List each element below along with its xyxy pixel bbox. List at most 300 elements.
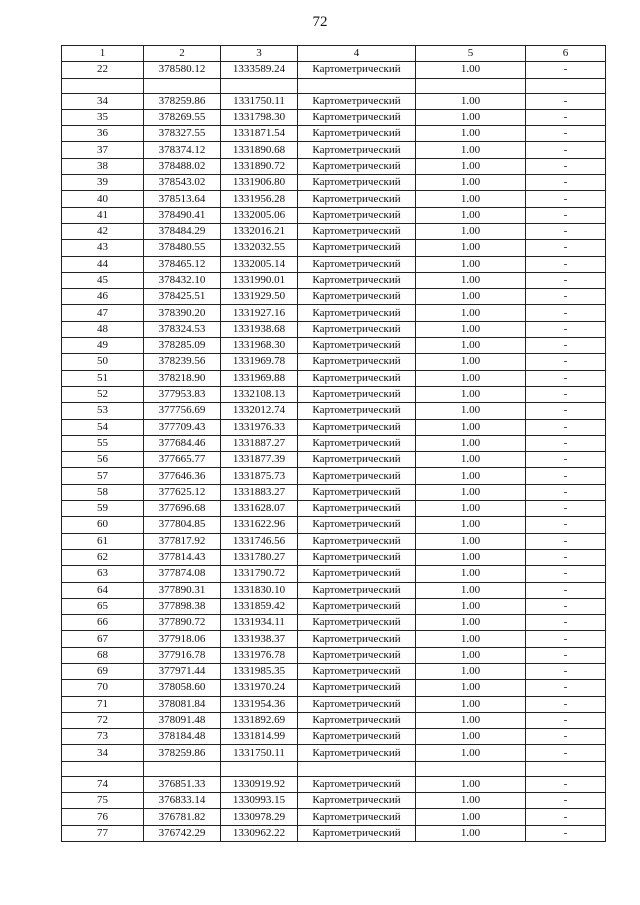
table-cell: 378543.02 [144,175,221,191]
table-row [62,825,606,841]
table-row [62,566,606,582]
table-cell: 1331906.80 [221,175,298,191]
table-cell [526,761,606,776]
table-row [62,745,606,761]
table-row [62,729,606,745]
table-cell: 1331875.73 [221,468,298,484]
table-cell: Картометрический [298,517,416,533]
table-cell: 378374.12 [144,142,221,158]
table-cell: Картометрический [298,776,416,792]
table-cell: 378425.51 [144,289,221,305]
table-cell: - [526,321,606,337]
table-cell: 1.00 [416,712,526,728]
table-cell: 378327.55 [144,126,221,142]
table-row [62,776,606,792]
table-cell: 34 [62,93,144,109]
table-row [62,289,606,305]
table-cell: 1.00 [416,191,526,207]
table-cell: - [526,126,606,142]
table-cell: 1331969.78 [221,354,298,370]
table-cell: 378239.56 [144,354,221,370]
table-cell: - [526,745,606,761]
table-row [62,468,606,484]
table-cell: 378218.90 [144,370,221,386]
table-cell: 63 [62,566,144,582]
table-cell: 378184.48 [144,729,221,745]
table-cell: 377971.44 [144,663,221,679]
table-cell: 377756.69 [144,403,221,419]
header-cell: 5 [416,46,526,62]
table-cell: Картометрический [298,729,416,745]
table-cell: - [526,729,606,745]
table-cell: 72 [62,712,144,728]
table-cell: Картометрический [298,680,416,696]
table-cell: 1.00 [416,321,526,337]
table-cell: Картометрический [298,207,416,223]
table-cell: Картометрический [298,354,416,370]
table-cell: 1331746.56 [221,533,298,549]
table-cell: 1331883.27 [221,484,298,500]
table-cell: - [526,207,606,223]
table-cell: 1.00 [416,305,526,321]
table-cell: Картометрический [298,289,416,305]
table-cell [298,761,416,776]
table-cell: 1.00 [416,582,526,598]
table-cell: 1.00 [416,338,526,354]
table-cell: 1.00 [416,240,526,256]
table-row [62,435,606,451]
table-row [62,126,606,142]
table-row-empty [62,761,606,776]
table-cell: 54 [62,419,144,435]
table-cell: Картометрический [298,647,416,663]
table-cell: 1332016.21 [221,223,298,239]
table-row [62,696,606,712]
table-cell: Картометрический [298,745,416,761]
table-cell: 73 [62,729,144,745]
table-cell: 1.00 [416,175,526,191]
table-cell: 51 [62,370,144,386]
table-cell: Картометрический [298,126,416,142]
table-row [62,484,606,500]
table-cell: Картометрический [298,338,416,354]
table-cell: 74 [62,776,144,792]
table-cell: Картометрический [298,468,416,484]
table-cell: - [526,386,606,402]
table-row [62,615,606,631]
table-cell: 1333589.24 [221,62,298,78]
table-cell: Картометрический [298,175,416,191]
table-cell: 377916.78 [144,647,221,663]
table-cell: 43 [62,240,144,256]
table-row [62,419,606,435]
table-cell: 378081.84 [144,696,221,712]
table-cell: 1.00 [416,696,526,712]
table-cell: 1331985.35 [221,663,298,679]
table-cell: Картометрический [298,62,416,78]
table-cell: 1.00 [416,776,526,792]
table-cell: 65 [62,598,144,614]
table-row [62,680,606,696]
table-row [62,663,606,679]
table-cell: 377804.85 [144,517,221,533]
table-cell: - [526,403,606,419]
table-cell: Картометрический [298,191,416,207]
table-cell: Картометрический [298,419,416,435]
table-cell: 376742.29 [144,825,221,841]
table-row [62,240,606,256]
table-row [62,598,606,614]
table-cell: 1.00 [416,549,526,565]
table-row [62,712,606,728]
table-cell: 57 [62,468,144,484]
table-cell: - [526,240,606,256]
table-cell: 22 [62,62,144,78]
table-cell: 1.00 [416,386,526,402]
table-cell: - [526,62,606,78]
table-cell: - [526,223,606,239]
table-cell: 1331968.30 [221,338,298,354]
table-cell: 1.00 [416,207,526,223]
table-row [62,517,606,533]
table-cell: - [526,696,606,712]
table-cell: 1.00 [416,272,526,288]
header-cell: 2 [144,46,221,62]
table-cell: - [526,484,606,500]
page-number: 72 [312,14,328,30]
table-cell: 1330993.15 [221,793,298,809]
table-cell [221,761,298,776]
table-cell: 44 [62,256,144,272]
table-cell: - [526,582,606,598]
table-cell: - [526,191,606,207]
table-cell: 1330919.92 [221,776,298,792]
table-cell: 42 [62,223,144,239]
header-cell: 1 [62,46,144,62]
table-cell: 376851.33 [144,776,221,792]
table-cell: 378490.41 [144,207,221,223]
table-cell: Картометрический [298,484,416,500]
table-cell: 378488.02 [144,158,221,174]
table-cell: 1331954.36 [221,696,298,712]
table-cell: 1.00 [416,809,526,825]
table-cell: 34 [62,745,144,761]
table-cell: Картометрический [298,109,416,125]
table-cell: 75 [62,793,144,809]
table-cell: - [526,825,606,841]
table-cell: Картометрический [298,825,416,841]
table-cell: - [526,566,606,582]
table-cell [144,78,221,93]
table-row [62,191,606,207]
table-cell: 1331780.27 [221,549,298,565]
table-cell: 377625.12 [144,484,221,500]
table-body [62,62,606,842]
table-row [62,809,606,825]
table-cell: 38 [62,158,144,174]
table-cell: - [526,501,606,517]
table-cell: 1.00 [416,663,526,679]
table-row [62,175,606,191]
table-cell: - [526,435,606,451]
table-cell: 1331938.37 [221,631,298,647]
table-cell: - [526,452,606,468]
table-cell: 62 [62,549,144,565]
table-cell: 377646.36 [144,468,221,484]
table-cell: 1331871.54 [221,126,298,142]
table-cell: 47 [62,305,144,321]
table-cell: Картометрический [298,549,416,565]
table-cell: 377684.46 [144,435,221,451]
table-cell: Картометрический [298,386,416,402]
table-cell: Картометрический [298,533,416,549]
table-cell: - [526,468,606,484]
table-cell: 41 [62,207,144,223]
table-cell: - [526,776,606,792]
table-cell: 1331938.68 [221,321,298,337]
table-cell: - [526,289,606,305]
table-cell: 53 [62,403,144,419]
table-cell: 1.00 [416,142,526,158]
table-cell: 66 [62,615,144,631]
table-cell: 378580.12 [144,62,221,78]
table-cell: Картометрический [298,240,416,256]
table-cell: 378285.09 [144,338,221,354]
table-cell: Картометрический [298,598,416,614]
table-cell: 67 [62,631,144,647]
table-cell: 378484.29 [144,223,221,239]
table-row [62,501,606,517]
table-cell: - [526,419,606,435]
table-cell: - [526,93,606,109]
table-cell: 377696.68 [144,501,221,517]
table-cell: 1331927.16 [221,305,298,321]
table-row [62,93,606,109]
table-cell: - [526,663,606,679]
table-cell: 1.00 [416,223,526,239]
table-cell: - [526,517,606,533]
table-cell: 37 [62,142,144,158]
header-cell: 6 [526,46,606,62]
table-row [62,647,606,663]
table-cell: 49 [62,338,144,354]
table-cell: 69 [62,663,144,679]
table-cell: 45 [62,272,144,288]
table-cell: 59 [62,501,144,517]
header-row [62,46,606,62]
table-cell: 378091.48 [144,712,221,728]
table-cell: Картометрический [298,158,416,174]
table-cell: Картометрический [298,370,416,386]
table-cell: Картометрический [298,631,416,647]
table-cell [144,761,221,776]
table-cell: 1.00 [416,793,526,809]
table-cell: 36 [62,126,144,142]
table-cell: 1.00 [416,468,526,484]
table-cell: 1331929.50 [221,289,298,305]
table-cell: Картометрический [298,793,416,809]
table-cell: 377953.83 [144,386,221,402]
table-cell: 1331969.88 [221,370,298,386]
table-cell: - [526,533,606,549]
table-cell: 60 [62,517,144,533]
table-cell: 1.00 [416,729,526,745]
table-cell: Картометрический [298,256,416,272]
table-row [62,403,606,419]
table-cell: 1331877.39 [221,452,298,468]
table-cell: 1332005.14 [221,256,298,272]
table-row [62,386,606,402]
table-cell: - [526,598,606,614]
table-cell: 1.00 [416,435,526,451]
table-cell: Картометрический [298,435,416,451]
table-cell: 58 [62,484,144,500]
table-cell: 1331628.07 [221,501,298,517]
table-row [62,370,606,386]
table-cell: 376833.14 [144,793,221,809]
table-cell: 1332012.74 [221,403,298,419]
table-cell: Картометрический [298,566,416,582]
table-cell: 1.00 [416,615,526,631]
table-row [62,452,606,468]
header-cell: 3 [221,46,298,62]
table-cell: - [526,142,606,158]
table-cell: 1.00 [416,533,526,549]
coordinates-table [61,45,606,842]
table-cell: - [526,305,606,321]
table-cell: Картометрический [298,696,416,712]
table-cell: - [526,647,606,663]
table-cell: Картометрический [298,452,416,468]
table-cell: 70 [62,680,144,696]
table-cell: 1.00 [416,126,526,142]
table-cell: - [526,272,606,288]
table-row [62,272,606,288]
table-cell [416,761,526,776]
table-cell: Картометрический [298,501,416,517]
table-cell: 377709.43 [144,419,221,435]
table-cell: 1.00 [416,158,526,174]
table-cell: 40 [62,191,144,207]
table-row [62,533,606,549]
table-cell: Картометрический [298,712,416,728]
table-cell: 1.00 [416,370,526,386]
table-row [62,305,606,321]
table-cell: 377890.72 [144,615,221,631]
table-cell: Картометрический [298,582,416,598]
table-cell: 1.00 [416,745,526,761]
header-cell: 4 [298,46,416,62]
table-cell: - [526,370,606,386]
table-cell: 1.00 [416,403,526,419]
table-cell [416,78,526,93]
table-row [62,223,606,239]
table-cell: 377814.43 [144,549,221,565]
table-cell: 1.00 [416,62,526,78]
table-cell: 76 [62,809,144,825]
table-cell: 1.00 [416,825,526,841]
table-cell: Картометрический [298,305,416,321]
table-row [62,549,606,565]
table-cell: 378480.55 [144,240,221,256]
table-cell: Картометрический [298,403,416,419]
table-cell: 1331890.68 [221,142,298,158]
table-cell: 1.00 [416,93,526,109]
table-row [62,631,606,647]
table-row [62,793,606,809]
table-cell: 378513.64 [144,191,221,207]
table-cell: 35 [62,109,144,125]
table-cell: 52 [62,386,144,402]
table-cell: Картометрический [298,615,416,631]
table-cell [62,761,144,776]
table-cell: 1331859.42 [221,598,298,614]
table-cell: - [526,354,606,370]
table-cell: Картометрический [298,93,416,109]
table-cell: 1331887.27 [221,435,298,451]
table-cell: Картометрический [298,223,416,239]
table-cell: 1.00 [416,354,526,370]
table-cell [221,78,298,93]
table-cell: - [526,175,606,191]
table-cell: 1.00 [416,289,526,305]
table-cell: 1332032.55 [221,240,298,256]
table-cell: 56 [62,452,144,468]
table-cell: 378259.86 [144,93,221,109]
table-cell: 377890.31 [144,582,221,598]
table-row [62,582,606,598]
table-cell: 1.00 [416,256,526,272]
table-row [62,207,606,223]
table-cell: 377874.08 [144,566,221,582]
table-cell: 1.00 [416,484,526,500]
table-cell: 1331892.69 [221,712,298,728]
table-cell: 1331956.28 [221,191,298,207]
table-cell: - [526,158,606,174]
table-cell: 378269.55 [144,109,221,125]
table-row [62,62,606,78]
table-cell: - [526,549,606,565]
table-cell: 1331890.72 [221,158,298,174]
table-cell: 377665.77 [144,452,221,468]
table-cell: 68 [62,647,144,663]
table-cell: 378432.10 [144,272,221,288]
table-cell: 1331750.11 [221,93,298,109]
table-cell: - [526,338,606,354]
table-cell: - [526,631,606,647]
table-cell: 1.00 [416,566,526,582]
table-cell: 1331790.72 [221,566,298,582]
table-row [62,109,606,125]
table-cell: 1.00 [416,109,526,125]
table-cell: - [526,680,606,696]
table-cell: 1.00 [416,517,526,533]
table-cell: 39 [62,175,144,191]
table-cell: 376781.82 [144,809,221,825]
table-cell: 1332005.06 [221,207,298,223]
table-cell: 378390.20 [144,305,221,321]
table-cell: 377817.92 [144,533,221,549]
table-cell: 1331750.11 [221,745,298,761]
table-row [62,354,606,370]
table-row [62,321,606,337]
table-cell: Картометрический [298,272,416,288]
table-cell: 1331622.96 [221,517,298,533]
table-cell: 1331976.33 [221,419,298,435]
table-cell: 48 [62,321,144,337]
table-row [62,158,606,174]
table-cell: 377898.38 [144,598,221,614]
